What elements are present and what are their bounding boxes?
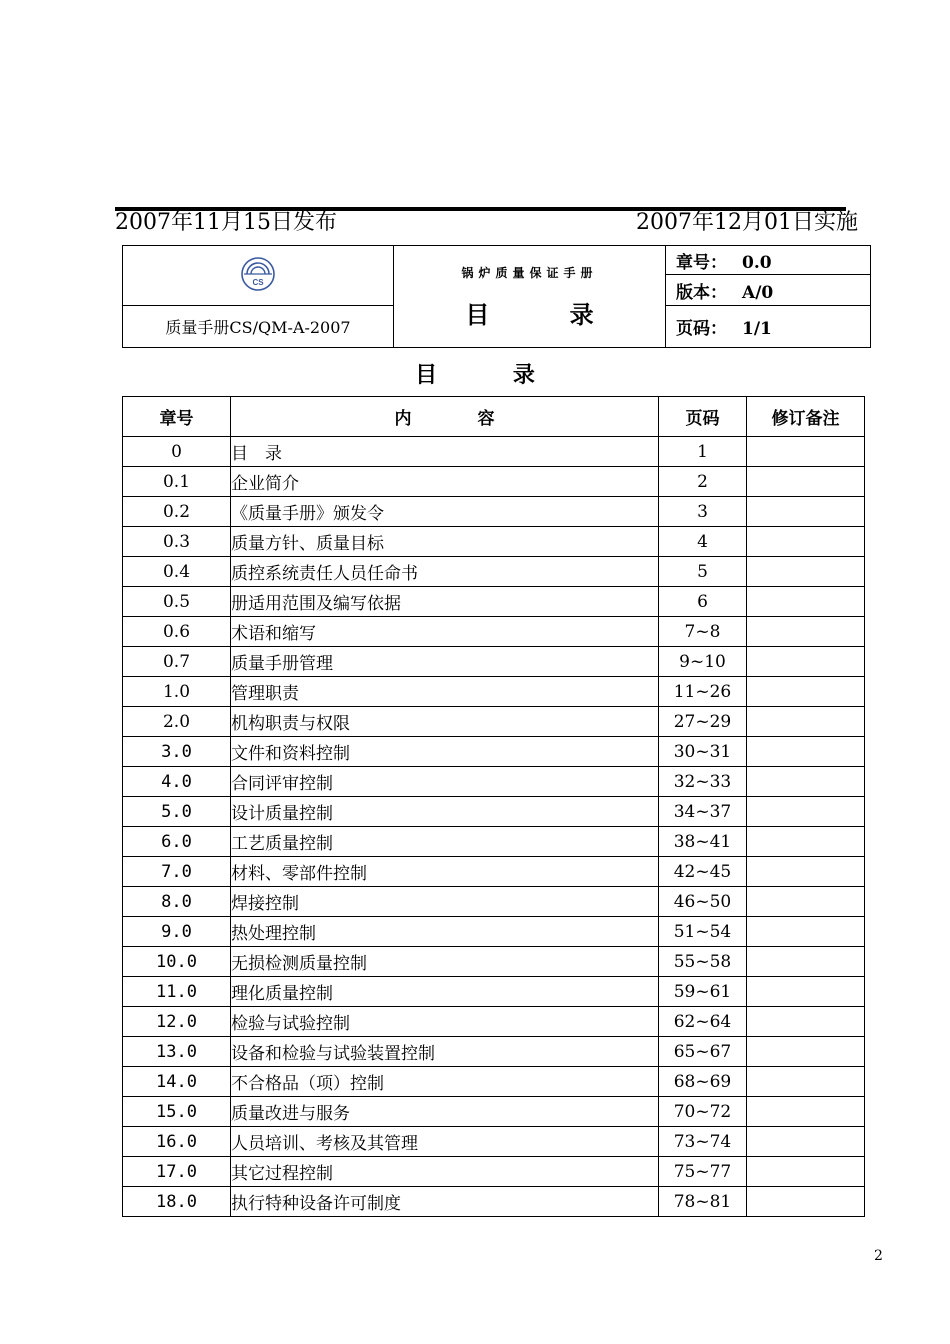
revision-note — [747, 527, 865, 557]
chapter-title: 合同评审控制 — [231, 767, 659, 797]
chapter-number: 0.6 — [123, 617, 231, 647]
page-range: 65~67 — [659, 1037, 747, 1067]
page-range: 4 — [659, 527, 747, 557]
table-row — [123, 677, 865, 707]
manual-code-cell — [123, 306, 394, 348]
page-range: 55~58 — [659, 947, 747, 977]
page-range: 51~54 — [659, 917, 747, 947]
chapter-label: 章号： — [676, 252, 727, 273]
revision-note — [747, 497, 865, 527]
table-row — [123, 1157, 865, 1187]
logo-cell — [123, 246, 394, 306]
revision-note — [747, 917, 865, 947]
chapter-number: 13.0 — [123, 1037, 231, 1067]
chapter-title: 管理职责 — [231, 677, 659, 707]
toc-body — [123, 437, 865, 1217]
column-header-page: 页码 — [659, 397, 747, 437]
table-row — [123, 917, 865, 947]
chapter-title: 册适用范围及编写依据 — [231, 587, 659, 617]
revision-note — [747, 1157, 865, 1187]
table-row — [123, 1097, 865, 1127]
revision-note — [747, 677, 865, 707]
table-row — [123, 497, 865, 527]
page-range: 5 — [659, 557, 747, 587]
column-header-chapter: 章号 — [123, 397, 231, 437]
chapter-number: 0.4 — [123, 557, 231, 587]
chapter-number: 0.1 — [123, 467, 231, 497]
table-row — [123, 977, 865, 1007]
table-row — [123, 587, 865, 617]
page-number: 2 — [874, 1248, 883, 1264]
page-range: 2 — [659, 467, 747, 497]
chapter-number: 11.0 — [123, 977, 231, 1007]
revision-note — [747, 977, 865, 1007]
chapter-number: 17.0 — [123, 1157, 231, 1187]
page-value: 1/1 — [742, 319, 772, 339]
document-header-table — [122, 245, 871, 348]
chapter-title: 工艺质量控制 — [231, 827, 659, 857]
page-range: 59~61 — [659, 977, 747, 1007]
chapter-title: 企业简介 — [231, 467, 659, 497]
revision-note — [747, 797, 865, 827]
chapter-number: 5.0 — [123, 797, 231, 827]
chapter-number: 0.7 — [123, 647, 231, 677]
page-range: 32~33 — [659, 767, 747, 797]
chapter-title: 文件和资料控制 — [231, 737, 659, 767]
table-row — [123, 1007, 865, 1037]
page-range: 6 — [659, 587, 747, 617]
revision-note — [747, 707, 865, 737]
chapter-number: 8.0 — [123, 887, 231, 917]
revision-note — [747, 1007, 865, 1037]
page-range: 70~72 — [659, 1097, 747, 1127]
revision-note — [747, 767, 865, 797]
chapter-number: 7.0 — [123, 857, 231, 887]
chapter-title: 人员培训、考核及其管理 — [231, 1127, 659, 1157]
chapter-title: 执行特种设备许可制度 — [231, 1187, 659, 1217]
table-row — [123, 707, 865, 737]
chapter-title: 不合格品（项）控制 — [231, 1067, 659, 1097]
chapter-number: 16.0 — [123, 1127, 231, 1157]
page-range: 30~31 — [659, 737, 747, 767]
toc-header-row — [123, 397, 865, 437]
chapter-title: 无损检测质量控制 — [231, 947, 659, 977]
page-range: 42~45 — [659, 857, 747, 887]
chapter-number: 4.0 — [123, 767, 231, 797]
page-range: 73~74 — [659, 1127, 747, 1157]
effective-date: 2007年12月01日实施 — [636, 210, 858, 235]
revision-note — [747, 1067, 865, 1097]
table-row — [123, 437, 865, 467]
page-range: 68~69 — [659, 1067, 747, 1097]
table-row — [123, 857, 865, 887]
chapter-title: 机构职责与权限 — [231, 707, 659, 737]
table-row — [123, 1127, 865, 1157]
chapter-title: 热处理控制 — [231, 917, 659, 947]
svg-text:CS: CS — [252, 277, 264, 287]
revision-note — [747, 947, 865, 977]
page-cell — [666, 306, 871, 348]
table-row — [123, 947, 865, 977]
table-row — [123, 617, 865, 647]
table-row — [123, 557, 865, 587]
page-label: 页码： — [676, 319, 727, 339]
revision-note — [747, 587, 865, 617]
title-cell — [394, 246, 666, 348]
revision-note — [747, 887, 865, 917]
revision-note — [747, 827, 865, 857]
page-range: 11~26 — [659, 677, 747, 707]
version-value: A/0 — [742, 282, 774, 303]
chapter-title: 焊接控制 — [231, 887, 659, 917]
manual-title: 锅炉质量保证手册 — [461, 265, 598, 280]
page-range: 34~37 — [659, 797, 747, 827]
column-header-notes: 修订备注 — [747, 397, 865, 437]
page-range: 46~50 — [659, 887, 747, 917]
chapter-number: 2.0 — [123, 707, 231, 737]
page-range: 78~81 — [659, 1187, 747, 1217]
page-range: 7~8 — [659, 617, 747, 647]
chapter-title: 质量改进与服务 — [231, 1097, 659, 1127]
issue-date: 2007年11月15日发布 — [115, 210, 337, 235]
revision-note — [747, 1097, 865, 1127]
company-logo-icon — [238, 256, 278, 292]
revision-note — [747, 647, 865, 677]
chapter-title: 其它过程控制 — [231, 1157, 659, 1187]
revision-note — [747, 557, 865, 587]
revision-note — [747, 1037, 865, 1067]
table-row — [123, 1067, 865, 1097]
table-row — [123, 887, 865, 917]
chapter-number: 10.0 — [123, 947, 231, 977]
manual-code: 质量手册CS/QM-A-2007 — [165, 318, 351, 337]
chapter-title: 质控系统责任人员任命书 — [231, 557, 659, 587]
table-row — [123, 467, 865, 497]
chapter-number: 0.5 — [123, 587, 231, 617]
chapter-number: 0.3 — [123, 527, 231, 557]
table-row — [123, 647, 865, 677]
chapter-title: 《质量手册》颁发令 — [231, 497, 659, 527]
version-cell — [666, 275, 871, 306]
chapter-title: 设备和检验与试验装置控制 — [231, 1037, 659, 1067]
column-header-content: 内 容 — [231, 397, 659, 437]
table-row — [123, 827, 865, 857]
revision-note — [747, 617, 865, 647]
toc-table — [122, 396, 865, 1217]
page-range: 27~29 — [659, 707, 747, 737]
table-row — [123, 527, 865, 557]
chapter-title: 质量方针、质量目标 — [231, 527, 659, 557]
table-row — [123, 737, 865, 767]
chapter-title: 设计质量控制 — [231, 797, 659, 827]
chapter-number: 15.0 — [123, 1097, 231, 1127]
chapter-title: 目 录 — [231, 437, 659, 467]
table-row — [123, 797, 865, 827]
revision-note — [747, 1187, 865, 1217]
page-range: 9~10 — [659, 647, 747, 677]
chapter-title: 检验与试验控制 — [231, 1007, 659, 1037]
revision-note — [747, 437, 865, 467]
chapter-number: 9.0 — [123, 917, 231, 947]
chapter-number: 6.0 — [123, 827, 231, 857]
page-range: 75~77 — [659, 1157, 747, 1187]
revision-note — [747, 857, 865, 887]
chapter-number: 0.2 — [123, 497, 231, 527]
page-range: 1 — [659, 437, 747, 467]
table-row — [123, 767, 865, 797]
chapter-cell — [666, 246, 871, 275]
chapter-number: 0 — [123, 437, 231, 467]
chapter-title: 材料、零部件控制 — [231, 857, 659, 887]
chapter-value: 0.0 — [742, 252, 772, 273]
chapter-title: 理化质量控制 — [231, 977, 659, 1007]
chapter-title: 质量手册管理 — [231, 647, 659, 677]
chapter-number: 18.0 — [123, 1187, 231, 1217]
chapter-number: 12.0 — [123, 1007, 231, 1037]
chapter-title: 术语和缩写 — [231, 617, 659, 647]
revision-note — [747, 1127, 865, 1157]
document-title: 目 录 — [465, 299, 630, 329]
page-range: 62~64 — [659, 1007, 747, 1037]
revision-note — [747, 737, 865, 767]
page-range: 3 — [659, 497, 747, 527]
chapter-number: 14.0 — [123, 1067, 231, 1097]
chapter-number: 1.0 — [123, 677, 231, 707]
table-row — [123, 1187, 865, 1217]
version-label: 版本： — [676, 282, 727, 303]
page-range: 38~41 — [659, 827, 747, 857]
toc-title: 目 录 — [415, 362, 569, 388]
table-row — [123, 1037, 865, 1067]
revision-note — [747, 467, 865, 497]
chapter-number: 3.0 — [123, 737, 231, 767]
